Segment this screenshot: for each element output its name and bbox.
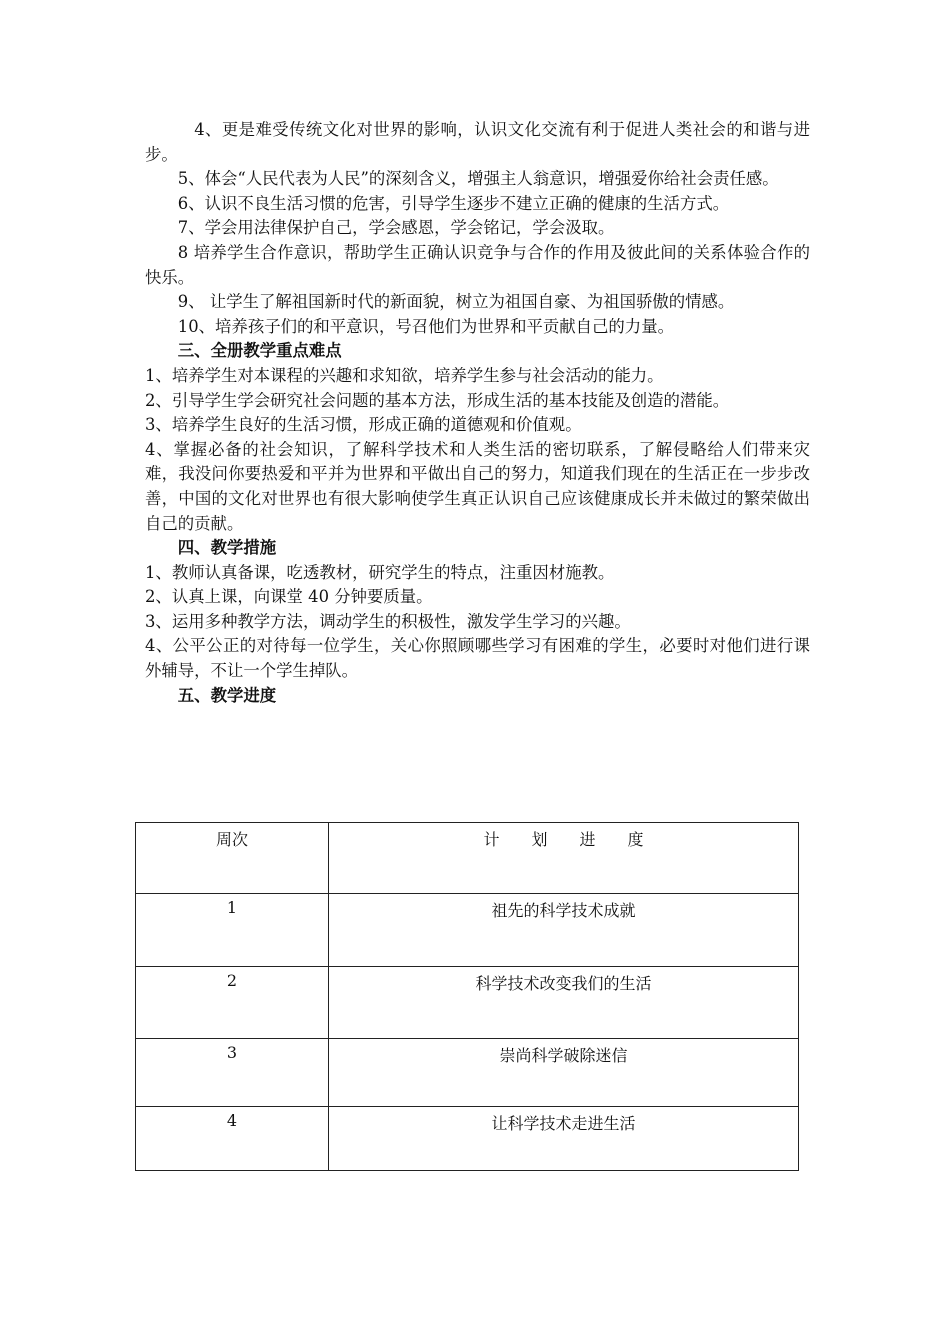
plan-cell: 祖先的科学技术成就 <box>329 894 799 967</box>
objective-8: 8 培养学生合作意识，帮助学生正确认识竞争与合作的作用及彼此间的关系体验合作的快乐。 <box>145 242 810 287</box>
week-cell: 1 <box>136 894 329 967</box>
header-plan-label: 计划进度 <box>483 830 676 849</box>
section-4-item-3: 3、运用多种教学方法，调动学生的积极性，激发学生学习的兴趣。 <box>145 611 631 631</box>
objective-7: 7、学会用法律保护自己，学会感恩，学会铭记，学会汲取。 <box>177 218 615 238</box>
section-3-item-1: 1、培养学生对本课程的兴趣和求知欲，培养学生参与社会活动的能力。 <box>145 365 664 385</box>
section-4-item-2: 2、认真上课，向课堂 40 分钟要质量。 <box>145 587 433 607</box>
table-row <box>136 1039 799 1107</box>
section-5-heading: 五、教学进度 <box>177 685 277 705</box>
plan-cell: 崇尚科学破除迷信 <box>329 1039 799 1107</box>
week-cell: 3 <box>136 1039 329 1107</box>
schedule-table <box>135 822 799 1171</box>
header-plan <box>329 823 799 894</box>
objective-4: 4、更是难受传统文化对世界的影响，认识文化交流有利于促进人类社会的和谐与进步。 <box>145 120 810 164</box>
section-3-item-3: 3、培养学生良好的生活习惯，形成正确的道德观和价值观。 <box>145 415 582 435</box>
objective-5: 5、体会“人民代表为人民”的深刻含义，增强主人翁意识，增强爱你给社会责任感。 <box>177 169 779 189</box>
section-3-item-2: 2、引导学生学会研究社会问题的基本方法，形成生活的基本技能及创造的潜能。 <box>145 390 730 410</box>
week-cell: 4 <box>136 1107 329 1171</box>
section-4-item-4: 4、公平公正的对待每一位学生，关心你照顾哪些学习有困难的学生，必要时对他们进行课外辅导，不让一个学生掉队。 <box>145 636 810 681</box>
objective-6: 6、认识不良生活习惯的危害，引导学生逐步不建立正确的健康的生活方式。 <box>177 193 730 213</box>
plan-cell: 科学技术改变我们的生活 <box>329 967 799 1039</box>
plan-cell: 让科学技术走进生活 <box>329 1107 799 1171</box>
table-row <box>136 894 799 967</box>
table-header-row <box>136 823 799 894</box>
section-3-item-4: 4、掌握必备的社会知识，了解科学技术和人类生活的密切联系，了解侵略给人们带来灾难，我没问你要热爱和平并为世界和平做出自己的努力，知道我们现在的生活正在一步步改善，中国的文化对世界也有很大影响使学生真正认识自己应该健康成长并未做过的繁荣做出自己的贡献。 <box>145 439 810 533</box>
table-row <box>136 967 799 1039</box>
week-cell: 2 <box>136 967 329 1039</box>
section-4-heading: 四、教学措施 <box>177 538 277 558</box>
section-4-item-1: 1、教师认真备课，吃透教材，研究学生的特点，注重因材施教。 <box>145 562 615 582</box>
section-3-heading: 三、全册教学重点难点 <box>177 341 342 361</box>
objective-9: 9、 让学生了解祖国新时代的新面貌，树立为祖国自豪、为祖国骄傲的情感。 <box>177 292 735 312</box>
header-week: 周次 <box>136 823 329 894</box>
document-body <box>145 118 810 708</box>
table-row <box>136 1107 799 1171</box>
objective-10: 10、培养孩子们的和平意识，号召他们为世界和平贡献自己的力量。 <box>177 316 674 336</box>
